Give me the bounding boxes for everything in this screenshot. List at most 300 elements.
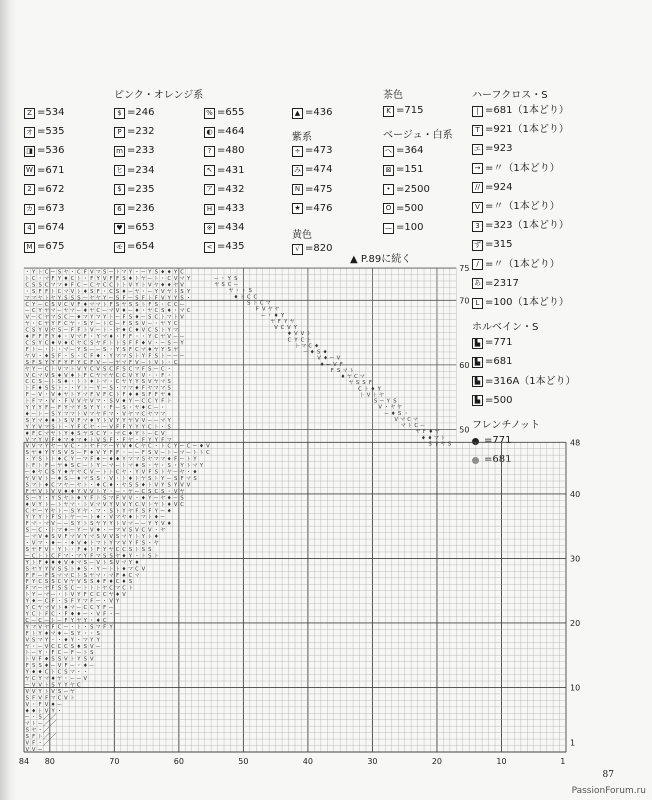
svg-text:ヤ: ヤ (173, 346, 179, 353)
svg-text:F: F (90, 553, 94, 560)
svg-text:ト: ト (140, 553, 146, 560)
svg-text:マ: マ (89, 301, 95, 308)
svg-text:♦: ♦ (63, 340, 69, 347)
svg-text:♦: ♦ (121, 572, 127, 579)
svg-text:Y: Y (103, 314, 107, 321)
svg-text:C: C (89, 372, 94, 379)
y-tick-label-inner: 70 (459, 296, 470, 306)
svg-text:ー: ー (95, 469, 101, 476)
svg-text:V: V (96, 559, 100, 566)
svg-text:ー: ー (102, 385, 108, 392)
svg-text:マ: マ (108, 463, 114, 470)
svg-text:ト: ト (89, 437, 95, 444)
legend-symbol-icon: ア (206, 185, 213, 194)
svg-text:ヤ: ヤ (82, 398, 88, 405)
svg-text:・: ・ (63, 385, 69, 392)
svg-text:S: S (115, 295, 120, 302)
svg-text:C: C (280, 325, 285, 332)
svg-text:マ: マ (95, 398, 101, 405)
svg-text:Y: Y (96, 637, 100, 644)
svg-text:S: S (148, 546, 152, 553)
legend-symbol-icon: P (114, 127, 125, 138)
svg-text:S: S (447, 441, 452, 448)
svg-text:マ: マ (192, 463, 198, 470)
svg-text:ー: ー (95, 598, 101, 605)
svg-text:F: F (330, 367, 334, 374)
svg-text:ヤ: ヤ (440, 441, 446, 448)
svg-text:ー: ー (37, 508, 43, 515)
svg-text:・: ・ (108, 346, 114, 353)
svg-text:ト: ト (63, 514, 69, 521)
svg-text:ー: ー (43, 617, 50, 624)
svg-text:V: V (109, 417, 113, 424)
svg-text:F: F (116, 424, 120, 431)
svg-text:・: ・ (24, 288, 30, 295)
svg-text:Y: Y (83, 553, 87, 560)
svg-text:V: V (109, 534, 113, 541)
svg-text:Y: Y (167, 321, 171, 328)
svg-text:ト: ト (82, 379, 88, 386)
svg-text:S: S (51, 682, 55, 689)
svg-text:C: C (51, 611, 55, 618)
svg-text:ヤ: ヤ (140, 443, 146, 450)
svg-text:マ: マ (82, 637, 88, 644)
svg-text:ー: ー (24, 469, 30, 476)
legend-symbol-icon: ♥ (114, 223, 125, 234)
svg-text:ー: ー (63, 521, 69, 528)
svg-text:ー: ー (76, 650, 82, 657)
legend-value: =100 (396, 222, 424, 233)
svg-text:S: S (57, 379, 62, 386)
legend-value: =674 (37, 222, 65, 234)
svg-text:ト: ト (114, 269, 121, 276)
svg-text:ト: ト (43, 295, 50, 302)
svg-text:C: C (148, 424, 152, 431)
svg-text:・: ・ (383, 404, 390, 411)
legend-heading: ホルベイン・S (472, 322, 539, 334)
svg-text:F: F (109, 275, 113, 282)
svg-text:Y: Y (96, 405, 100, 412)
svg-text:Y: Y (103, 295, 107, 302)
svg-text:S: S (148, 553, 152, 560)
svg-text:V: V (89, 488, 94, 495)
svg-text:ト: ト (140, 301, 146, 308)
legend-symbol-icon: 6 (114, 204, 125, 215)
svg-text:マ: マ (265, 300, 271, 307)
svg-text:Y: Y (25, 669, 29, 676)
svg-text:S: S (25, 450, 29, 457)
svg-text:V: V (128, 372, 133, 379)
svg-text:F: F (148, 353, 152, 360)
svg-text:♦: ♦ (63, 282, 69, 289)
svg-text:V: V (96, 392, 100, 399)
svg-text:マ: マ (108, 572, 114, 579)
legend-symbol-icon: 4 (24, 223, 35, 234)
legend-value: =923 (485, 143, 513, 155)
svg-text:S: S (96, 534, 100, 541)
svg-text:C: C (148, 443, 152, 450)
svg-text:ト: ト (43, 682, 50, 689)
legend-symbol-icon: ◐ (204, 127, 215, 138)
svg-text:ヤ: ヤ (140, 476, 146, 482)
svg-text:ヤ: ヤ (95, 521, 101, 528)
svg-text:♦: ♦ (141, 495, 146, 502)
svg-text:・: ・ (102, 598, 108, 605)
svg-text:C: C (57, 650, 62, 657)
x-tick-label: 80 (44, 757, 55, 766)
svg-text:マ: マ (140, 346, 146, 353)
svg-text:・: ・ (56, 708, 63, 715)
svg-text:ー: ー (102, 463, 108, 470)
svg-text:ー: ー (179, 353, 185, 360)
svg-text:Y: Y (154, 508, 158, 515)
svg-text:マ: マ (89, 534, 95, 541)
legend-symbol-icon: ⊠ (383, 165, 394, 176)
svg-text:C: C (25, 379, 30, 386)
svg-text:・: ・ (76, 663, 82, 670)
svg-text:ー: ー (134, 488, 140, 495)
svg-text:V: V (64, 559, 68, 566)
svg-text:・: ・ (241, 288, 247, 295)
svg-text:V: V (70, 417, 75, 424)
svg-text:C: C (31, 308, 36, 315)
svg-text:Y: Y (64, 430, 68, 437)
svg-text:S: S (64, 585, 68, 592)
svg-text:V: V (141, 566, 146, 573)
legend-heading: 茶色 (383, 90, 403, 101)
svg-text:♦: ♦ (37, 669, 43, 676)
svg-text:Y: Y (70, 456, 74, 463)
svg-text:♦: ♦ (50, 417, 56, 424)
svg-text:V: V (394, 416, 398, 423)
svg-text:ヤ: ヤ (43, 314, 50, 321)
svg-text:ヤ: ヤ (43, 321, 50, 328)
svg-text:ヤ: ヤ (160, 495, 166, 502)
svg-text:Y: Y (38, 514, 42, 521)
svg-text:・: ・ (134, 269, 140, 276)
svg-text:・: ・ (173, 308, 179, 315)
svg-text:ー: ー (76, 456, 82, 463)
svg-text:♦: ♦ (76, 643, 82, 650)
svg-text:V: V (287, 325, 291, 332)
svg-text:F: F (141, 450, 145, 457)
svg-text:F: F (25, 585, 29, 592)
svg-text:F: F (96, 546, 100, 553)
svg-text:F: F (161, 437, 165, 444)
svg-text:S: S (234, 275, 238, 282)
svg-text:Y: Y (128, 501, 133, 508)
svg-text:Y: Y (44, 443, 49, 450)
svg-text:ー: ー (37, 592, 43, 599)
svg-text:C: C (115, 579, 120, 586)
svg-text:Y: Y (51, 495, 55, 502)
svg-text:S: S (57, 450, 62, 457)
svg-text:ト: ト (69, 392, 75, 399)
svg-text:マ: マ (160, 417, 166, 424)
svg-text:マ: マ (69, 669, 75, 676)
svg-text:F: F (148, 301, 152, 308)
svg-text:S: S (90, 579, 94, 586)
svg-text:S: S (90, 430, 94, 437)
y-tick-label: 1 (570, 738, 576, 748)
svg-text:マ: マ (95, 314, 101, 321)
svg-text:C: C (64, 301, 68, 308)
svg-text:V: V (115, 501, 120, 508)
svg-text:C: C (109, 282, 113, 289)
svg-text:ヤ: ヤ (179, 488, 185, 495)
svg-text:F: F (32, 740, 36, 747)
svg-text:マ: マ (127, 566, 134, 573)
svg-text:ト: ト (56, 605, 63, 612)
svg-text:♦: ♦ (82, 663, 88, 670)
svg-text:♦: ♦ (57, 630, 62, 637)
svg-text:C: C (173, 359, 178, 366)
svg-text:S: S (64, 295, 68, 302)
svg-text:Y: Y (128, 379, 133, 386)
svg-text:ト: ト (173, 314, 179, 321)
svg-text:V: V (25, 747, 30, 753)
svg-text:V: V (96, 611, 100, 618)
svg-text:・: ・ (69, 385, 75, 392)
svg-text:F: F (109, 437, 113, 444)
svg-text:マ: マ (95, 572, 101, 579)
svg-text:ト: ト (24, 656, 30, 663)
svg-text:F: F (32, 359, 36, 366)
svg-text:Y: Y (38, 676, 42, 683)
svg-text:F: F (122, 392, 126, 399)
svg-text:♦: ♦ (63, 463, 69, 470)
svg-text:ー: ー (140, 314, 146, 321)
svg-text:マ: マ (82, 476, 88, 482)
svg-text:ヤ: ヤ (69, 469, 75, 476)
svg-text:F: F (57, 405, 61, 412)
svg-text:V: V (57, 340, 62, 347)
svg-text:S: S (148, 366, 152, 373)
svg-text:C: C (51, 643, 55, 650)
svg-text:ト: ト (252, 300, 258, 307)
svg-text:S: S (83, 656, 87, 663)
svg-text:・: ・ (403, 410, 409, 417)
svg-text:V: V (122, 495, 126, 502)
svg-text:ヤ: ヤ (43, 624, 50, 631)
svg-text:♦: ♦ (160, 282, 166, 289)
svg-text:マ: マ (43, 676, 50, 683)
svg-text:♦: ♦ (31, 469, 37, 476)
svg-text:S: S (83, 405, 87, 412)
svg-text:S: S (57, 327, 62, 334)
svg-text:ヤ: ヤ (95, 411, 101, 418)
svg-text:マ: マ (95, 508, 101, 515)
svg-text:S: S (141, 546, 146, 553)
svg-text:ー: ー (140, 269, 146, 276)
svg-text:S: S (128, 527, 133, 534)
svg-text:ー: ー (379, 398, 385, 405)
svg-text:♦: ♦ (82, 546, 88, 553)
svg-text:ヤ: ヤ (270, 318, 276, 325)
svg-text:F: F (83, 269, 87, 276)
svg-text:マ: マ (134, 411, 140, 418)
svg-text:・: ・ (43, 392, 50, 399)
svg-text:S: S (154, 469, 158, 476)
svg-text:S: S (135, 321, 139, 328)
svg-text:・: ・ (82, 624, 88, 631)
svg-text:ー: ー (69, 476, 75, 482)
svg-text:♦: ♦ (160, 269, 166, 276)
svg-text:Y: Y (51, 321, 55, 328)
svg-text:ー: ー (108, 269, 114, 276)
svg-text:S: S (141, 508, 146, 515)
svg-text:ト: ト (140, 430, 146, 437)
svg-text:Y: Y (109, 501, 113, 508)
svg-text:ヤ: ヤ (24, 366, 30, 373)
svg-text:マ: マ (63, 346, 69, 353)
svg-text:ヤ: ヤ (37, 295, 43, 302)
svg-text:ー: ー (147, 321, 153, 328)
svg-text:S: S (32, 327, 36, 334)
svg-text:Y: Y (128, 424, 133, 431)
svg-text:C: C (31, 611, 36, 618)
svg-text:Y: Y (32, 592, 36, 599)
svg-text:C: C (44, 598, 49, 605)
svg-text:Y: Y (280, 312, 285, 319)
svg-text:S: S (64, 598, 68, 605)
svg-text:♦: ♦ (323, 355, 328, 362)
svg-text:ー: ー (140, 521, 146, 528)
svg-text:ト: ト (76, 624, 82, 631)
svg-text:ト: ト (37, 482, 43, 489)
svg-text:ト: ト (37, 463, 43, 470)
svg-text:ヤ: ヤ (43, 585, 50, 592)
y-tick-label: 40 (570, 489, 581, 499)
svg-text:♦: ♦ (121, 566, 127, 573)
svg-text:Y: Y (25, 559, 29, 566)
svg-text:ト: ト (76, 372, 82, 379)
svg-text:F: F (83, 372, 87, 379)
svg-text:ヤ: ヤ (69, 514, 75, 521)
svg-text:ヤ: ヤ (95, 372, 101, 379)
svg-text:ト: ト (76, 288, 82, 295)
svg-text:ー: ー (134, 521, 140, 528)
svg-text:ヤ: ヤ (147, 385, 153, 392)
svg-text:Y: Y (32, 417, 36, 424)
svg-text:・: ・ (37, 727, 43, 734)
svg-text:♦: ♦ (233, 294, 239, 301)
svg-text:♦: ♦ (199, 443, 204, 450)
legend-value: =654 (127, 241, 155, 253)
svg-text:ー: ー (37, 747, 43, 753)
svg-text:Y: Y (148, 495, 152, 502)
svg-text:♦: ♦ (82, 301, 88, 308)
legend-symbol-icon: ※ (204, 223, 215, 234)
svg-text:♦: ♦ (82, 288, 88, 295)
svg-text:♦: ♦ (24, 411, 30, 418)
svg-text:♦: ♦ (141, 340, 146, 347)
svg-text:F: F (77, 417, 81, 424)
svg-text:S: S (362, 380, 366, 387)
svg-text:Y: Y (64, 359, 68, 366)
svg-text:ト: ト (153, 275, 159, 282)
svg-text:ヤ: ヤ (37, 469, 43, 476)
svg-text:S: S (83, 566, 87, 573)
svg-text:C: C (253, 294, 258, 301)
svg-text:ト: ト (50, 379, 56, 386)
svg-text:F: F (77, 327, 81, 334)
svg-text:ト: ト (185, 456, 192, 463)
svg-text:・: ・ (56, 592, 63, 599)
svg-text:C: C (154, 314, 159, 321)
watermark: PassionForum.ru (571, 786, 646, 796)
svg-text:V: V (148, 527, 152, 534)
svg-text:♦: ♦ (63, 527, 69, 534)
svg-text:S: S (51, 424, 55, 431)
svg-text:マ: マ (160, 411, 166, 418)
legend-symbol-icon: ▙ (472, 395, 483, 406)
svg-text:F: F (64, 398, 68, 405)
svg-text:・: ・ (76, 501, 82, 508)
svg-text:♦: ♦ (115, 456, 120, 463)
svg-text:Y: Y (96, 566, 100, 573)
svg-text:Y: Y (51, 359, 55, 366)
svg-text:♦: ♦ (121, 288, 127, 295)
svg-text:S: S (148, 488, 152, 495)
svg-text:C: C (44, 269, 49, 276)
legend-heading: ベージュ・白系 (383, 130, 453, 142)
legend-value: =151 (396, 164, 424, 176)
svg-text:Y: Y (57, 469, 62, 476)
svg-text:ー: ー (102, 424, 108, 431)
svg-text:F: F (25, 488, 29, 495)
svg-text:マ: マ (43, 430, 50, 437)
svg-text:ヤ: ヤ (89, 308, 95, 315)
svg-text:S: S (180, 288, 184, 295)
page-number: 87 (602, 770, 614, 780)
svg-text:F: F (70, 598, 74, 605)
svg-text:F: F (90, 456, 94, 463)
svg-text:Y: Y (70, 424, 74, 431)
svg-text:・: ・ (102, 288, 108, 295)
svg-text:ヤ: ヤ (267, 306, 273, 313)
svg-text:C: C (25, 301, 30, 308)
svg-text:♦: ♦ (70, 372, 75, 379)
svg-text:マ: マ (31, 482, 37, 489)
svg-text:ヤ: ヤ (63, 482, 69, 489)
svg-text:C: C (31, 605, 36, 612)
svg-text:ー: ー (160, 450, 166, 457)
svg-text:・: ・ (114, 334, 121, 341)
legend-value: =233 (127, 145, 155, 157)
svg-text:マ: マ (95, 540, 101, 547)
legend-value: =234 (127, 164, 155, 176)
svg-text:♦: ♦ (57, 559, 62, 566)
svg-text:S: S (122, 340, 126, 347)
svg-text:S: S (70, 643, 75, 650)
legend-symbol-icon: モ (116, 242, 123, 251)
svg-text:C: C (180, 269, 184, 276)
svg-text:マ: マ (89, 411, 95, 418)
svg-text:V: V (89, 527, 94, 534)
svg-text:S: S (167, 340, 171, 347)
svg-text:・: ・ (147, 540, 153, 547)
svg-text:C: C (167, 443, 171, 450)
svg-text:F: F (51, 514, 55, 521)
svg-text:ト: ト (43, 488, 50, 495)
svg-text:♦: ♦ (95, 617, 101, 624)
svg-text:F: F (96, 288, 100, 295)
svg-text:S: S (44, 579, 49, 586)
svg-text:S: S (51, 656, 55, 663)
svg-text:ト: ト (69, 495, 75, 502)
svg-text:・: ・ (160, 463, 166, 470)
